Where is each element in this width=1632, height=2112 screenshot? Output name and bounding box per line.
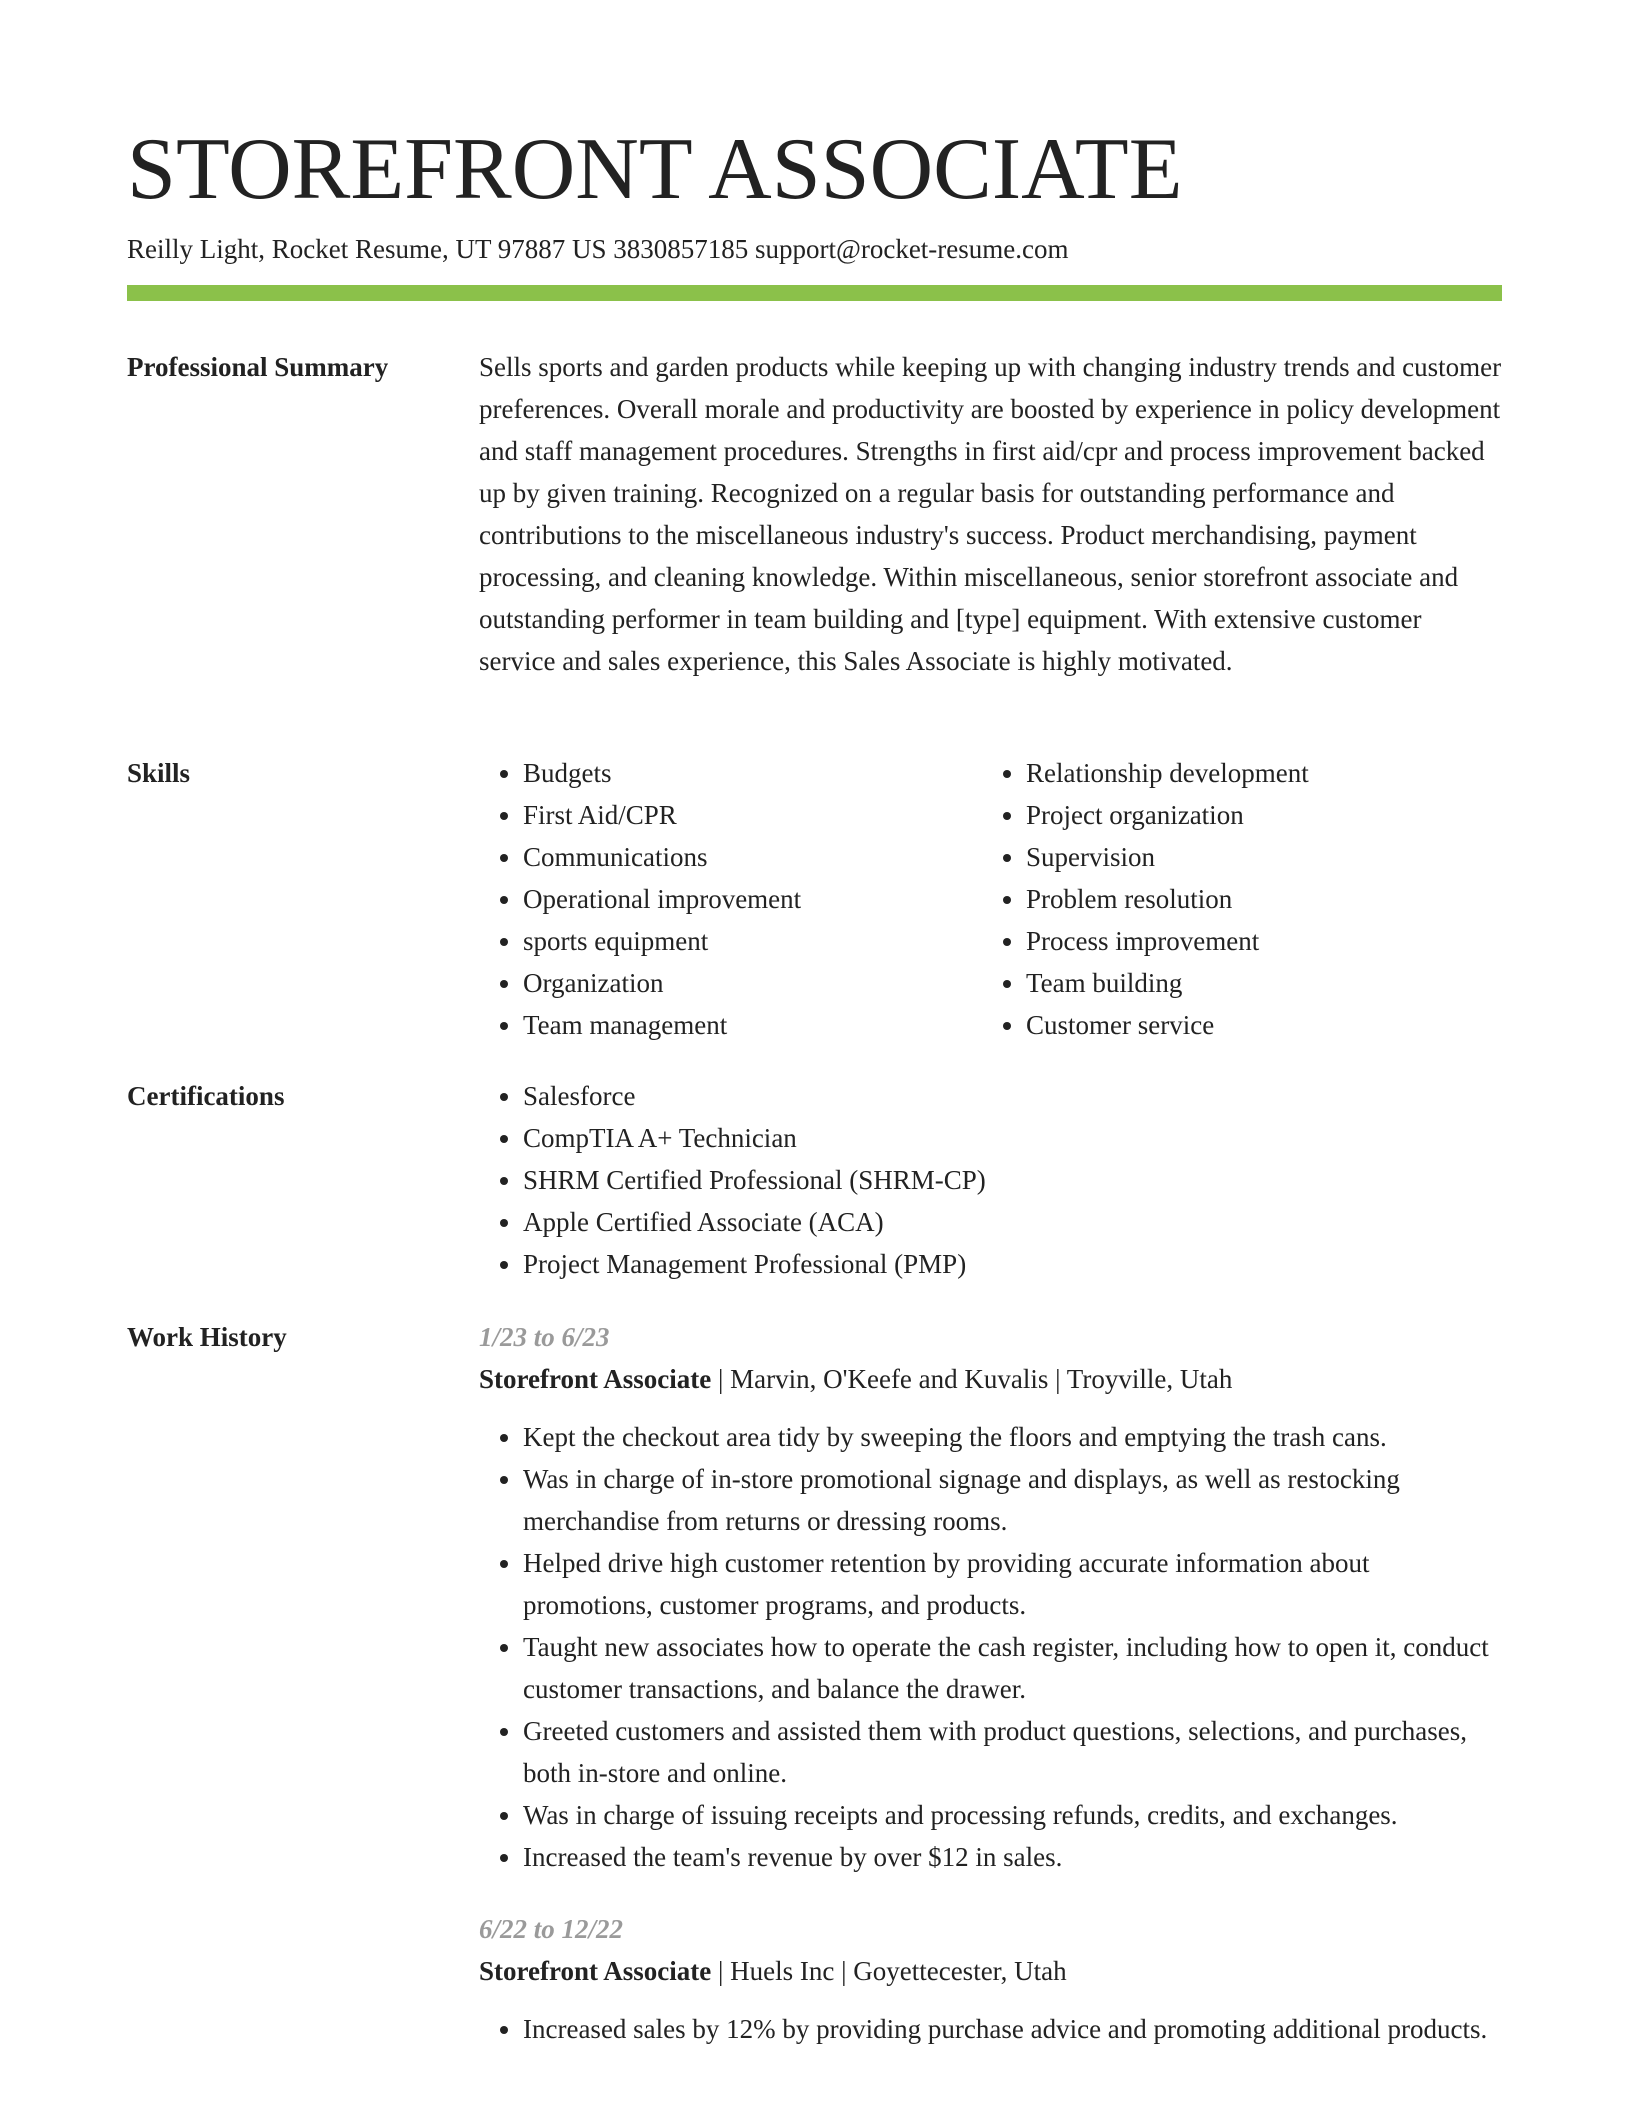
job-dates: 6/22 to 12/22 <box>479 1914 624 1944</box>
resume-title: STOREFRONT ASSOCIATE <box>127 121 1183 218</box>
list-item: • Communications <box>523 836 982 878</box>
list-item: • SHRM Certified Professional (SHRM-CP) <box>523 1159 1502 1201</box>
list-item: • Customer service <box>1026 1004 1485 1046</box>
list-item: • Team building <box>1026 962 1485 1004</box>
header-accent-rule <box>127 285 1502 301</box>
job-title: Storefront Associate <box>479 1956 712 1986</box>
list-item: • Taught new associates how to operate the cash register, including how to open it, conduct customer transactions, and balance the drawer. <box>523 1626 1502 1710</box>
list-item: • Budgets <box>523 752 982 794</box>
job-details: | Marvin, O'Keefe and Kuvalis | Troyville, Utah <box>711 1364 1233 1394</box>
list-item: • Greeted customers and assisted them with product questions, selections, and purchases, both in-store and online. <box>523 1710 1502 1794</box>
job-entry <box>479 1316 1502 1878</box>
list-item: • Project Management Professional (PMP) <box>523 1243 1502 1285</box>
list-item: • CompTIA A+ Technician <box>523 1117 1502 1159</box>
work-history-heading: Work History <box>127 1322 287 1352</box>
list-item: • Helped drive high customer retention by providing accurate information about promotions, customer programs, and products. <box>523 1542 1502 1626</box>
list-item: • Problem resolution <box>1026 878 1485 920</box>
list-item: • Relationship development <box>1026 752 1485 794</box>
list-item: • Increased sales by 12% by providing purchase advice and promoting additional products. <box>523 2008 1502 2050</box>
summary-body <box>479 346 1502 682</box>
job-dates: 1/23 to 6/23 <box>479 1322 610 1352</box>
list-item: • Kept the checkout area tidy by sweeping the floors and emptying the trash cans. <box>523 1416 1502 1458</box>
summary-heading: Professional Summary <box>127 352 389 382</box>
list-item: • Operational improvement <box>523 878 982 920</box>
list-item: • Team management <box>523 1004 982 1046</box>
list-item: • Apple Certified Associate (ACA) <box>523 1201 1502 1243</box>
list-item: • Salesforce <box>523 1075 1502 1117</box>
list-item: • Project organization <box>1026 794 1485 836</box>
skills-heading: Skills <box>127 758 191 788</box>
certifications-body <box>479 1075 1502 1285</box>
list-item: • Was in charge of in-store promotional signage and displays, as well as restocking merchandise from returns or dressing rooms. <box>523 1458 1502 1542</box>
skills-list-left <box>479 752 982 1046</box>
work-history-body <box>479 1316 1502 2050</box>
certifications-list <box>479 1075 1502 1285</box>
certifications-heading: Certifications <box>127 1081 285 1111</box>
list-item: • First Aid/CPR <box>523 794 982 836</box>
list-item: • Supervision <box>1026 836 1485 878</box>
list-item: • sports equipment <box>523 920 982 962</box>
contact-line: Reilly Light, Rocket Resume, UT 97887 US 3830857185 support@rocket-resume.com <box>127 234 1069 264</box>
list-item: • Process improvement <box>1026 920 1485 962</box>
list-item: • Increased the team's revenue by over $12 in sales. <box>523 1836 1502 1878</box>
job-bullets <box>479 1416 1502 1878</box>
skills-body <box>479 752 1502 1046</box>
skills-list-right <box>982 752 1485 1046</box>
job-title-line <box>479 1358 1502 1400</box>
list-item: • Organization <box>523 962 982 1004</box>
list-item: • Was in charge of issuing receipts and processing refunds, credits, and exchanges. <box>523 1794 1502 1836</box>
job-bullets <box>479 2008 1502 2050</box>
job-entry <box>479 1908 1502 2050</box>
job-title: Storefront Associate <box>479 1364 712 1394</box>
job-details: | Huels Inc | Goyettecester, Utah <box>711 1956 1067 1986</box>
job-title-line <box>479 1950 1502 1992</box>
summary-text: Sells sports and garden products while keeping up with changing industry trends and customer preferences. Overall morale and productivity are boosted by experience in policy development and staff management procedures. Strengths in first aid/cpr and process improvement backed up by given training. Recognized on a regular basis for outstanding performance and contributions to the miscellaneous industry's success. Product merchandising, payment processing, and cleaning knowledge. Within miscellaneous, senior storefront associate and outstanding performer in team building and [type] equipment. With extensive customer service and sales experience, this Sales Associate is highly motivated. <box>479 352 1502 676</box>
